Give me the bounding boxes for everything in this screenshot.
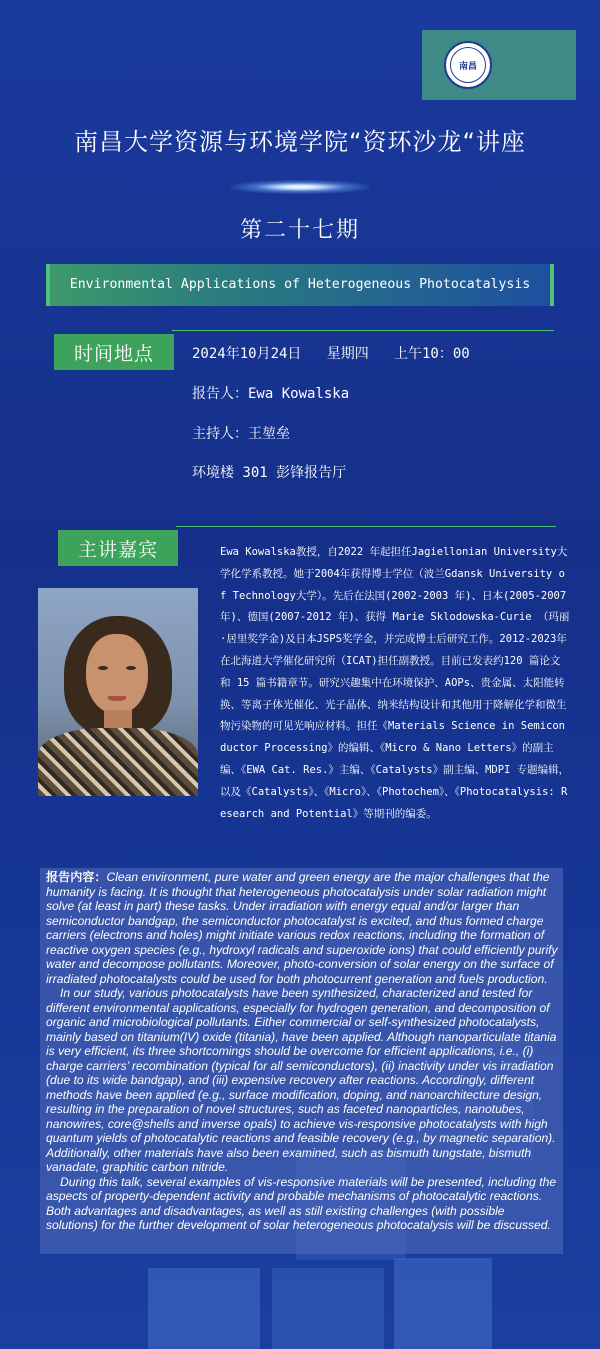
page-title: 南昌大学资源与环境学院“资环沙龙“讲座 xyxy=(74,128,526,156)
speaker-bio: Ewa Kowalska教授，自2022 年起担任Jagiellonian University大学化学系教授。她于2004年获得博士学位（波兰Gdansk University of Technology大学）。先后在法国(2002-2003 年)、日本(2005-2007年)、德国(2007-2012 年)、获得 Marie Sklodowska-Curie （玛丽·居里奖学金)及日本JSPS奖学金，并完成博士后研究工作。2012-2023年在北海道大学催化研究所（ICAT)担任副教授。目前已发表约120 篇论文和 15 篇书籍章节。研究兴趣集中在环境保护、AOPs、贵金属、太阳能转换、等离子体光催化、光子晶体、纳米结构设计和其他用于降解化学和微生物污染物的可见光响应材料。担任《Materials Science in Semiconductor Processing》的编辑、《Micro & Nano Letters》的副主编、《EWA Cat. Res.》主编、《Catalysts》副主编、MDPI 专题编辑，以及《Catalysts》、《Micro》、《Photochem》、《Photocatalysis: Research and Potential》等期刊的编委。 xyxy=(220,546,570,820)
decor-block xyxy=(272,1268,384,1349)
event-datetime: 2024年10月24日 星期四 上午10：00 xyxy=(192,346,470,362)
speaker-portrait xyxy=(38,588,198,796)
portrait-eye xyxy=(126,666,136,670)
location-line: 环境楼 301 彭锋报告厅 xyxy=(192,465,347,481)
seal-text: 南昌 xyxy=(450,47,486,83)
abstract-label: 报告内容： xyxy=(46,870,107,884)
light-flare-decoration xyxy=(230,180,370,194)
abstract-content xyxy=(46,870,559,1233)
portrait-face xyxy=(86,634,148,714)
portrait-eye xyxy=(98,666,108,670)
abstract-paragraph-1: Clean environment, pure water and green energy are the major challenges that the humanity is facing. It is thought that heterogeneous photocatalysis under solar radiation might solve (at least in part) these tasks. Under irradiation with energy equal and/or larger than semiconductor bandgap, the semiconductor photocatalyst is excited, and thus formed charge carriers (electrons and holes) might initiate various redox reactions, including the formation of reactive oxygen species (e.g., hydroxyl radicals and superoxide ions) that could efficiently purify water and decompose pollutants. Moreover, photo-conversion of solar energy on the surface of irradiated photocatalysts could be used for both photocurrent generation and fuels production. xyxy=(46,870,558,986)
university-seal-logo xyxy=(444,41,492,89)
section-divider xyxy=(176,526,556,527)
section-divider xyxy=(172,330,554,331)
decor-block xyxy=(394,1258,492,1349)
decor-block xyxy=(148,1268,260,1349)
abstract-paragraph-3: During this talk, several examples of vis-responsive materials will be presented, including the aspects of property-dependent activity and probable mechanisms of photocatalytic reactions. Both advantages and disadvantages, as well as still existing challenges (with possible solutions) for the further development of solar heterogeneous photocatalysis will be discussed. xyxy=(46,1174,557,1232)
speaker-line: 报告人：Ewa Kowalska xyxy=(192,386,350,402)
issue-number: 第二十七期 xyxy=(239,218,360,243)
abstract-paragraph-2: In our study, various photocatalysts have been synthesized, characterized and tested for different environmental applications, especially for hydrogen generation, and decomposition of organic and microbiological pollutants. Either commercial or self-synthesized photocatalysts, mainly based on titanium(IV) oxide (titania), have been applied. Although nanoparticulate titania is very efficient, its three shortcomings should be overcome for efficient applications, i.e., (i) charge carriers’ recombination (typical for all semiconductors), (ii) inactivity under vis irradiation (due to its wide bandgap), and (iii) expensive recovery after reactions. Accordingly, different methods have been applied (e.g., surface modification, doping, and nanoarchitecture design, resulting in the preparation of novel structures, such as faceted nanoparticles, nanotubes, nanowires, core@shells and inverse opals) to achieve vis-responsive photocatalysts with high quantum yields of photocatalytic reactions and feasible recovery (e.g., by magnetic separation). Additionally, other materials have also been examined, such as bismuth tungstate, bismuth vanadate, graphitic carbon nitride. xyxy=(46,986,557,1174)
schedule-section-tag: 时间地点 xyxy=(54,334,174,370)
talk-topic: Environmental Applications of Heterogeneous Photocatalysis xyxy=(69,277,531,292)
portrait-shirt xyxy=(38,728,198,796)
guest-section-tag: 主讲嘉宾 xyxy=(58,530,178,566)
portrait-mouth xyxy=(108,696,126,701)
host-line: 主持人：王堃垒 xyxy=(192,426,290,442)
